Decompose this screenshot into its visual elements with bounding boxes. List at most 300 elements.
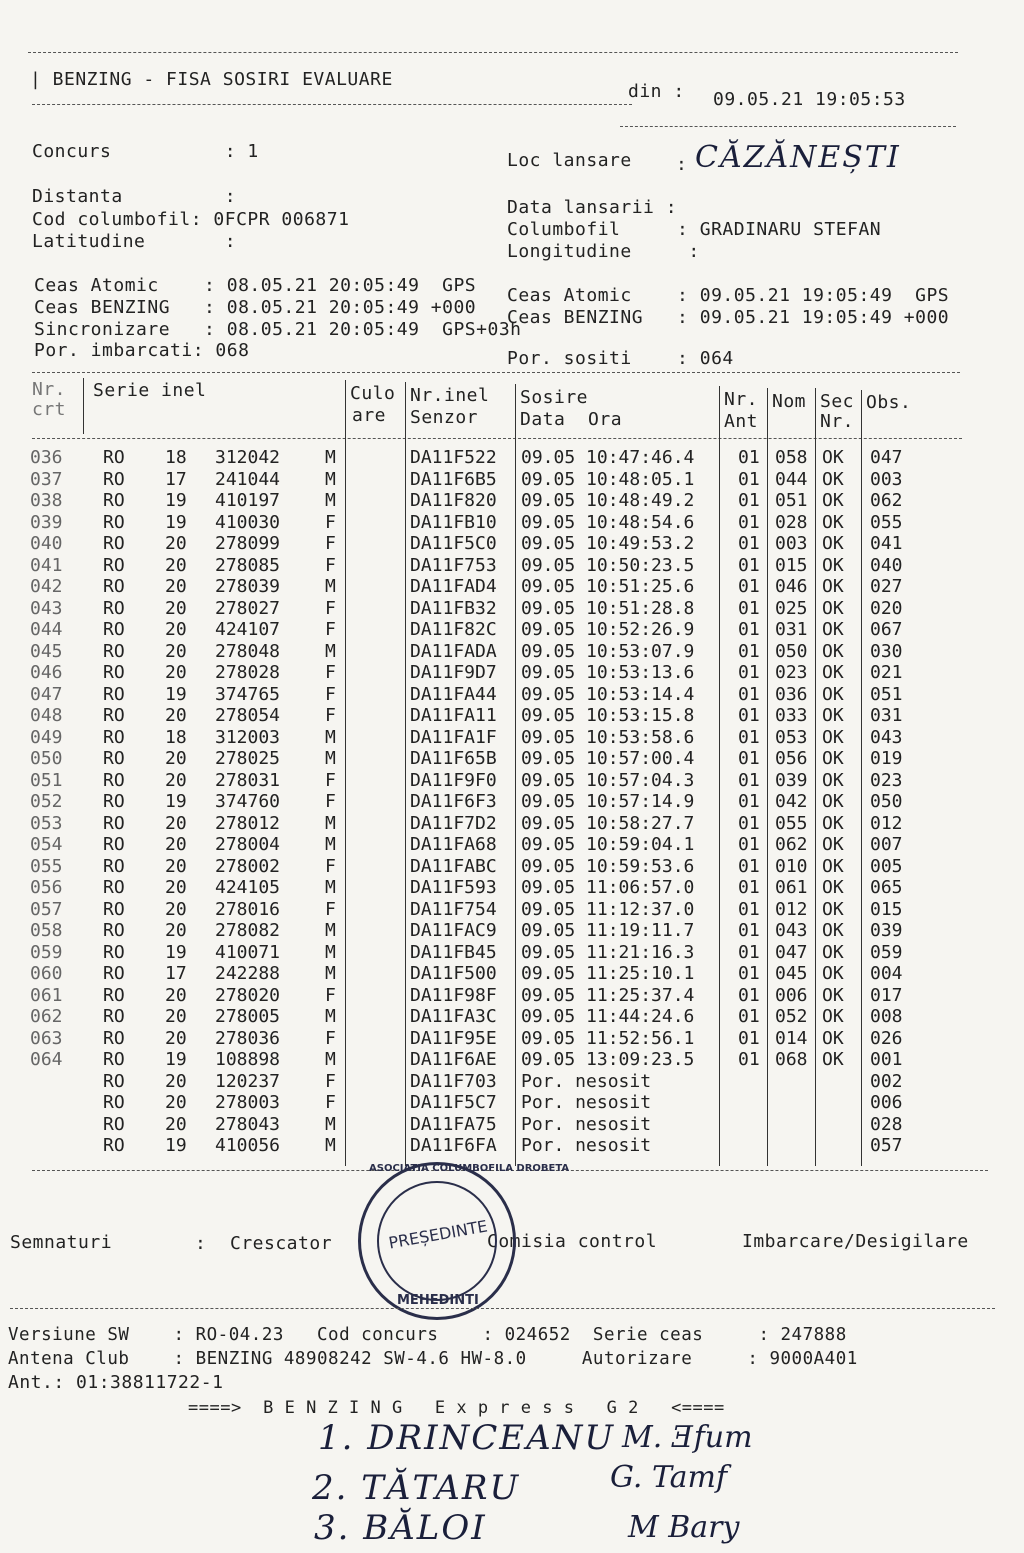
table-row [0,727,1024,749]
cell-nr-crt: 049 [30,726,63,748]
cell-nr-crt: 060 [30,963,63,984]
cell-country: RO [103,920,125,941]
cell-obs: 040 [870,554,903,576]
cell-sensor-id: DA11FADA [410,640,497,662]
cell-year: 20 [165,898,187,920]
cell-antenna: 01 [738,619,760,640]
cell-nom: 055 [775,812,808,834]
loc-lansare-colon: : [676,154,688,175]
cell-nom: 031 [775,619,808,640]
cell-sex: M [325,640,336,662]
cell-sex: F [325,898,336,920]
cell-nr-crt: 059 [30,941,63,963]
handwritten-signature-1: M. Ǝfum [622,1420,753,1455]
cell-sex: F [325,791,336,812]
cell-obs: 041 [870,533,903,554]
cell-nr-crt: 041 [30,554,63,576]
cell-sex: F [325,1027,336,1049]
cell-arrival-time: 09.05 11:21:16.3 [521,941,695,963]
cell-sec: OK [822,791,844,812]
cell-sensor-id: DA11F9D7 [410,662,497,683]
cell-obs: 017 [870,984,903,1006]
cell-antenna: 01 [738,683,760,705]
cell-country: RO [103,511,125,533]
cell-year: 20 [165,1113,187,1135]
cell-ring-number: 278025 [215,748,281,769]
cell-sec: OK [822,855,844,877]
cell-sensor-id: DA11FA75 [410,1113,497,1135]
handwritten-signature-3: M Bary [628,1510,740,1545]
cell-antenna: 01 [738,640,760,662]
cell-antenna: 01 [738,705,760,726]
cell-arrival-time: 09.05 11:25:37.4 [521,984,695,1006]
table-row [0,641,1024,663]
cell-sex: M [325,941,336,963]
cell-country: RO [103,683,125,705]
cell-antenna: 01 [738,447,760,468]
cell-sex: F [325,855,336,877]
table-row [0,469,1024,491]
cell-nom: 023 [775,662,808,683]
cell-sex: M [325,447,336,468]
cell-sec: OK [822,640,844,662]
cell-sex: M [325,576,336,597]
cell-nr-crt: 055 [30,855,63,877]
cell-year: 17 [165,468,187,490]
cell-antenna: 01 [738,791,760,812]
cell-country: RO [103,834,125,855]
th-nr-crt-2: crt [32,399,67,420]
cell-nr-crt: 039 [30,511,63,533]
cell-sensor-id: DA11F820 [410,490,497,511]
cell-antenna: 01 [738,898,760,920]
cell-year: 20 [165,877,187,898]
cell-sex: F [325,705,336,726]
cell-arrival-time: 09.05 10:53:14.4 [521,683,695,705]
cell-nom: 012 [775,898,808,920]
cell-nom: 050 [775,640,808,662]
cell-ring-number: 108898 [215,1049,281,1070]
cell-sex: M [325,963,336,984]
cell-antenna: 01 [738,920,760,941]
table-row [0,576,1024,598]
cell-arrival-time: 09.05 10:50:23.5 [521,554,695,576]
cell-sex: M [325,812,336,834]
cell-year: 19 [165,490,187,511]
cell-arrival-time: 09.05 10:59:53.6 [521,855,695,877]
cell-sex: M [325,490,336,511]
cell-obs: 047 [870,447,903,468]
stamp-top-text: ASOCIATIA COLUMBOFILA DROBETA [369,1163,570,1174]
th-sosire-2: Data Ora [520,409,623,430]
cell-sec: OK [822,662,844,683]
document-title: | BENZING - FISA SOSIRI EVALUARE [30,69,393,90]
cell-sex: M [325,748,336,769]
cell-country: RO [103,576,125,597]
cell-sex: M [325,1135,336,1156]
cell-obs: 002 [870,1070,903,1092]
cell-sex: F [325,554,336,576]
cell-nr-crt: 056 [30,877,63,898]
cell-ring-number: 242288 [215,963,281,984]
loc-lansare-label: Loc lansare [507,150,632,171]
cell-sec: OK [822,920,844,941]
cell-nr-crt: 038 [30,490,63,511]
cell-nom: 043 [775,920,808,941]
cell-sec: OK [822,963,844,984]
cell-nom: 025 [775,597,808,619]
ceas-benzing-right: Ceas BENZING : 09.05.21 19:05:49 +000 [507,307,950,328]
cell-year: 20 [165,533,187,554]
cell-sensor-id: DA11F82C [410,619,497,640]
ceas-atomic-right: Ceas Atomic : 09.05.21 19:05:49 GPS [507,285,950,306]
cell-antenna: 01 [738,855,760,877]
cell-ring-number: 278039 [215,576,281,597]
cell-nr-crt: 050 [30,748,63,769]
header-dashed-rule [32,104,632,105]
stamp-bottom-text: MEHEDINTI [397,1293,479,1308]
semnaturi-label: Semnaturi [10,1232,113,1253]
cell-antenna: 01 [738,576,760,597]
cell-arrival-time: 09.05 10:59:04.1 [521,834,695,855]
antena-line: Antena Club : BENZING 48908242 SW-4.6 HW-8.0 Autorizare : 9000A401 [8,1349,858,1369]
th-serie-inel: Serie inel [93,380,207,401]
cell-antenna: 01 [738,769,760,791]
data-lansarii-line: Data lansarii : [507,197,678,218]
cell-obs: 026 [870,1027,903,1049]
cell-sex: F [325,662,336,683]
cell-year: 20 [165,769,187,791]
cell-antenna: 01 [738,834,760,855]
table-row [0,598,1024,620]
cell-sex: F [325,1070,336,1092]
cell-sec: OK [822,769,844,791]
table-row [0,447,1024,469]
table-row [0,856,1024,878]
cell-year: 20 [165,984,187,1006]
table-row [0,770,1024,792]
cell-sex: F [325,1092,336,1113]
cell-antenna: 01 [738,533,760,554]
cell-nr-crt: 042 [30,576,63,597]
cell-sec: OK [822,898,844,920]
table-row [0,1114,1024,1136]
cell-nom: 014 [775,1027,808,1049]
cell-arrival-time: 09.05 10:53:15.8 [521,705,695,726]
cell-sex: M [325,920,336,941]
columbofil-line: Columbofil : GRADINARU STEFAN [507,219,882,240]
cell-ring-number: 278016 [215,898,281,920]
cell-sex: M [325,834,336,855]
cell-country: RO [103,941,125,963]
cell-antenna: 01 [738,468,760,490]
cell-sec: OK [822,619,844,640]
cell-nr-crt: 048 [30,705,63,726]
cell-ring-number: 278012 [215,812,281,834]
latitudine-line: Latitudine : [32,231,237,252]
cell-obs: 057 [870,1135,903,1156]
cell-sex: F [325,984,336,1006]
cell-arrival-time: 09.05 10:58:27.7 [521,812,695,834]
cell-ring-number: 374765 [215,683,281,705]
cell-antenna: 01 [738,554,760,576]
table-row [0,748,1024,770]
cell-obs: 065 [870,877,903,898]
cell-sec: OK [822,554,844,576]
cell-nom: 058 [775,447,808,468]
cell-sex: F [325,533,336,554]
table-row [0,619,1024,641]
cell-country: RO [103,662,125,683]
cell-sensor-id: DA11F95E [410,1027,497,1049]
table-row [0,490,1024,512]
cell-nom: 015 [775,554,808,576]
cell-obs: 003 [870,468,903,490]
cell-sex: F [325,683,336,705]
cell-country: RO [103,855,125,877]
th-culoare-1: Culo [350,383,396,404]
distanta-line: Distanta : [32,186,237,207]
cell-sex: M [325,1006,336,1027]
cell-ring-number: 278099 [215,533,281,554]
cell-sex: M [325,877,336,898]
cell-nom: 045 [775,963,808,984]
cell-nr-crt: 052 [30,791,63,812]
th-nr-ant-2: Ant [724,411,759,432]
cell-year: 18 [165,447,187,468]
cell-ring-number: 120237 [215,1070,281,1092]
cell-year: 19 [165,1135,187,1156]
cell-year: 20 [165,920,187,941]
cell-year: 20 [165,576,187,597]
cell-sensor-id: DA11F6AE [410,1049,497,1070]
cell-country: RO [103,726,125,748]
cell-ring-number: 278048 [215,640,281,662]
table-row [0,834,1024,856]
cell-nr-crt: 040 [30,533,63,554]
cell-sec: OK [822,1027,844,1049]
cell-antenna: 01 [738,812,760,834]
cell-antenna: 01 [738,511,760,533]
table-row [0,1049,1024,1071]
cell-arrival-time: 09.05 10:57:14.9 [521,791,695,812]
table-row [0,942,1024,964]
cell-antenna: 01 [738,597,760,619]
cell-arrival-time: 09.05 10:48:54.6 [521,511,695,533]
cell-ring-number: 410030 [215,511,281,533]
ceas-benzing-left: Ceas BENZING : 08.05.21 20:05:49 +000 [34,297,477,318]
cell-year: 20 [165,597,187,619]
cell-nr-crt: 058 [30,920,63,941]
cell-nr-crt: 037 [30,468,63,490]
cell-ring-number: 278004 [215,834,281,855]
cell-sensor-id: DA11FB32 [410,597,497,619]
cell-sensor-id: DA11F7D2 [410,812,497,834]
cell-arrival-time: 09.05 11:44:24.6 [521,1006,695,1027]
cell-year: 20 [165,554,187,576]
cell-ring-number: 424107 [215,619,281,640]
cell-sensor-id: DA11F9F0 [410,769,497,791]
cod-columbofil-line: Cod columbofil: 0FCPR 006871 [32,209,350,230]
cell-antenna: 01 [738,941,760,963]
cell-ring-number: 278028 [215,662,281,683]
cell-sec: OK [822,705,844,726]
cell-arrival-time: Por. nesosit [521,1135,652,1156]
cell-obs: 059 [870,941,903,963]
cell-nr-crt: 046 [30,662,63,683]
cell-sensor-id: DA11FB10 [410,511,497,533]
cell-nom: 052 [775,1006,808,1027]
table-row [0,963,1024,985]
cell-sensor-id: DA11F703 [410,1070,497,1092]
cell-arrival-time: 09.05 10:57:00.4 [521,748,695,769]
cell-nom: 068 [775,1049,808,1070]
cell-antenna: 01 [738,1049,760,1070]
cell-sex: M [325,1113,336,1135]
association-stamp [358,1162,570,1320]
cell-sensor-id: DA11F754 [410,898,497,920]
cell-nom: 047 [775,941,808,963]
cell-arrival-time: 09.05 11:19:11.7 [521,920,695,941]
imbarcare-label: Imbarcare/Desigilare [742,1231,969,1252]
table-row [0,899,1024,921]
th-nr-ant-1: Nr. [724,389,759,410]
cell-nr-crt: 047 [30,683,63,705]
cell-nr-crt: 057 [30,898,63,920]
cell-nom: 051 [775,490,808,511]
semnaturi-colon: : [195,1233,207,1254]
cell-nom: 062 [775,834,808,855]
cell-sensor-id: DA11FAC9 [410,920,497,941]
cell-obs: 015 [870,898,903,920]
cell-country: RO [103,1027,125,1049]
cell-antenna: 01 [738,490,760,511]
cell-year: 20 [165,1070,187,1092]
cell-nr-crt: 036 [30,447,63,468]
loc-lansare-handwritten: CĂZĂNEȘTI [695,140,901,175]
cell-country: RO [103,963,125,984]
cell-nr-crt: 045 [30,640,63,662]
cell-year: 20 [165,662,187,683]
cell-nom: 053 [775,726,808,748]
cell-ring-number: 278054 [215,705,281,726]
cell-sensor-id: DA11FA68 [410,834,497,855]
cell-sec: OK [822,726,844,748]
cell-arrival-time: 09.05 10:52:26.9 [521,619,695,640]
cell-arrival-time: 09.05 11:52:56.1 [521,1027,695,1049]
cell-country: RO [103,640,125,662]
handwritten-name-2: 2. TĂTARU [312,1468,521,1508]
cell-antenna: 01 [738,748,760,769]
cell-year: 20 [165,812,187,834]
table-row [0,512,1024,534]
table-row [0,533,1024,555]
cell-year: 19 [165,941,187,963]
handwritten-name-3: 3. BĂLOI [314,1508,487,1548]
cell-country: RO [103,1135,125,1156]
cell-arrival-time: 09.05 10:53:58.6 [521,726,695,748]
cell-obs: 008 [870,1006,903,1027]
cell-nom: 046 [775,576,808,597]
cell-country: RO [103,769,125,791]
cell-country: RO [103,554,125,576]
cell-obs: 062 [870,490,903,511]
cell-sensor-id: DA11FAD4 [410,576,497,597]
th-sec-2: Nr. [820,411,855,432]
cell-country: RO [103,1113,125,1135]
table-row [0,920,1024,942]
cell-arrival-time: 09.05 10:51:28.8 [521,597,695,619]
cell-year: 20 [165,1027,187,1049]
longitudine-line: Longitudine : [507,241,700,262]
cell-ring-number: 410197 [215,490,281,511]
cell-country: RO [103,597,125,619]
cell-ring-number: 278003 [215,1092,281,1113]
cell-obs: 001 [870,1049,903,1070]
cell-nr-crt: 044 [30,619,63,640]
cell-obs: 039 [870,920,903,941]
handwritten-name-1: 1. DRINCEANU [318,1418,616,1458]
cell-obs: 005 [870,855,903,877]
cell-nom: 044 [775,468,808,490]
cell-sec: OK [822,1006,844,1027]
cell-sensor-id: DA11F500 [410,963,497,984]
cell-obs: 043 [870,726,903,748]
cell-sex: M [325,468,336,490]
cell-sex: M [325,726,336,748]
cell-country: RO [103,447,125,468]
ceas-atomic-left: Ceas Atomic : 08.05.21 20:05:49 GPS [34,275,477,296]
cell-country: RO [103,1070,125,1092]
cell-antenna: 01 [738,877,760,898]
cell-arrival-time: 09.05 10:53:07.9 [521,640,695,662]
table-row [0,555,1024,577]
cell-sensor-id: DA11F65B [410,748,497,769]
cell-nom: 028 [775,511,808,533]
cell-sensor-id: DA11F6F3 [410,791,497,812]
cell-obs: 028 [870,1113,903,1135]
cell-nom: 006 [775,984,808,1006]
cell-year: 20 [165,705,187,726]
cell-nom: 039 [775,769,808,791]
cell-year: 20 [165,748,187,769]
cell-year: 19 [165,1049,187,1070]
cell-year: 19 [165,791,187,812]
cell-nr-crt: 054 [30,834,63,855]
cell-ring-number: 410056 [215,1135,281,1156]
cell-country: RO [103,490,125,511]
cell-sensor-id: DA11F593 [410,877,497,898]
cell-ring-number: 278031 [215,769,281,791]
cell-ring-number: 312042 [215,447,281,468]
cell-ring-number: 312003 [215,726,281,748]
cell-obs: 030 [870,640,903,662]
th-nr-crt-1: Nr. [32,379,67,400]
handwritten-signature-2: G. Tamf [610,1460,728,1495]
cell-ring-number: 278027 [215,597,281,619]
cell-ring-number: 241044 [215,468,281,490]
cell-ring-number: 278020 [215,984,281,1006]
cell-year: 20 [165,1006,187,1027]
table-row [0,1006,1024,1028]
table-row [0,1071,1024,1093]
cell-year: 20 [165,640,187,662]
cell-sec: OK [822,877,844,898]
cell-sec: OK [822,490,844,511]
cell-obs: 050 [870,791,903,812]
cell-obs: 027 [870,576,903,597]
cell-antenna: 01 [738,1027,760,1049]
